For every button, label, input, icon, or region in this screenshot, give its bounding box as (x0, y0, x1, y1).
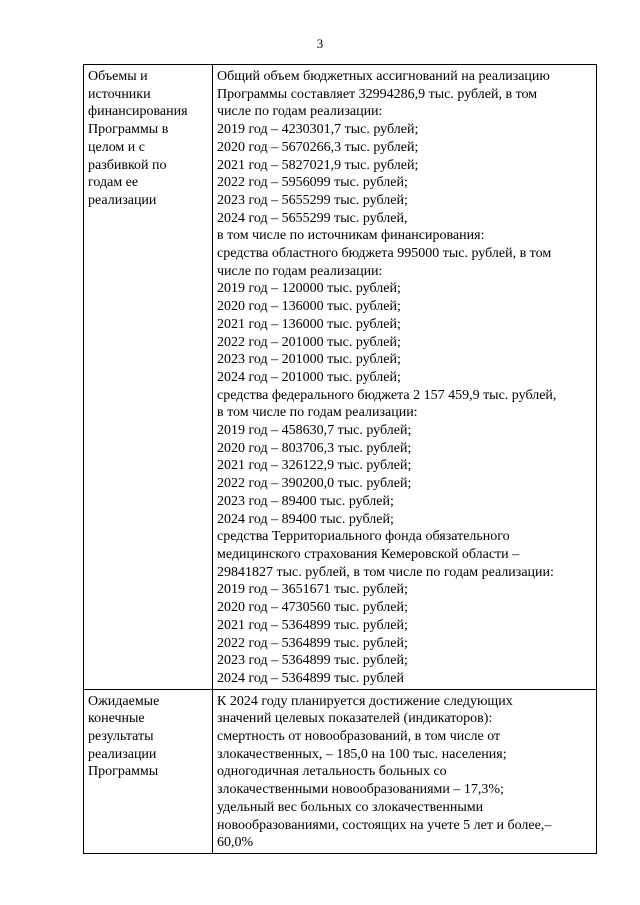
content-line: 2024 год – 89400 тыс. рублей; (217, 511, 394, 527)
content-line: 2022 год – 390200,0 тыс. рублей; (217, 476, 412, 492)
content-line: 2022 год – 5364899 тыс. рублей; (217, 635, 408, 651)
content-line: 2022 год – 5956099 тыс. рублей; (217, 175, 408, 191)
label-line: финансирования (88, 104, 188, 120)
label-line: разбивкой по (88, 157, 167, 173)
content-line: значений целевых показателей (индикаторов): (217, 711, 493, 727)
content-line: 2022 год – 201000 тыс. рублей; (217, 334, 401, 350)
content-line: в том числе по годам реализации: (217, 405, 418, 421)
content-line: 2019 год – 3651671 тыс. рублей; (217, 582, 408, 598)
table-row (84, 689, 597, 853)
row-label-cell (84, 689, 213, 853)
table-body (84, 65, 597, 854)
content-line: 2020 год – 4730560 тыс. рублей; (217, 600, 408, 616)
row-content-cell (213, 65, 597, 690)
label-line: источники (88, 86, 151, 102)
content-line: 2023 год – 5655299 тыс. рублей; (217, 192, 408, 208)
content-line: средства областного бюджета 995000 тыс. рублей, в том (217, 246, 552, 262)
content-line: 2019 год – 120000 тыс. рублей; (217, 281, 401, 297)
label-line: конечные (88, 711, 145, 727)
content-line: медицинского страхования Кемеровской области – (217, 546, 520, 562)
table-row (84, 65, 597, 690)
content-line: в том числе по источникам финансирования: (217, 228, 485, 244)
content-line: 29841827 тыс. рублей, в том числе по годам реализации: (217, 564, 554, 580)
label-line: целом и с (88, 139, 145, 155)
content-line: средства федерального бюджета 2 157 459,9 тыс. рублей, (217, 387, 557, 403)
content-line: новообразованиями, состоящих на учете 5 лет и более,– (217, 817, 552, 833)
content-line: 2020 год – 136000 тыс. рублей; (217, 299, 401, 315)
content-line: 2020 год – 803706,3 тыс. рублей; (217, 440, 412, 456)
content-line: злокачественных, – 185,0 на 100 тыс. населения; (217, 746, 507, 762)
content-line: 2019 год – 4230301,7 тыс. рублей; (217, 122, 419, 138)
content-line: числе по годам реализации: (217, 104, 383, 120)
content-line: 2023 год – 89400 тыс. рублей; (217, 493, 394, 509)
content-line: средства Территориального фонда обязательного (217, 529, 510, 545)
content-line: злокачественными новообразованиями – 17,3%; (217, 782, 504, 798)
row-content-cell (213, 689, 597, 853)
content-line: 2020 год – 5670266,3 тыс. рублей; (217, 139, 419, 155)
content-line: 2024 год – 5364899 тыс. рублей (217, 670, 404, 686)
label-line: реализации (88, 192, 157, 208)
content-line: 2024 год – 201000 тыс. рублей; (217, 369, 401, 385)
content-line: 2023 год – 201000 тыс. рублей; (217, 352, 401, 368)
row-label-cell (84, 65, 213, 690)
content-line: 2021 год – 5364899 тыс. рублей; (217, 617, 408, 633)
label-line: Программы в (88, 122, 169, 138)
program-passport-table (83, 64, 597, 854)
label-line: Объемы и (88, 69, 148, 84)
label-line: годам ее (88, 175, 139, 191)
content-line: 2023 год – 5364899 тыс. рублей; (217, 653, 408, 669)
content-line: 2021 год – 326122,9 тыс. рублей; (217, 458, 412, 474)
label-line: результаты (88, 729, 154, 745)
page-number: 3 (316, 36, 324, 51)
content-line: 60,0% (217, 835, 254, 851)
content-line: смертность от новообразований, в том числе от (217, 729, 501, 745)
label-line: Программы (88, 764, 159, 780)
content-line: К 2024 году планируется достижение следующих (217, 693, 513, 709)
content-line: Общий объем бюджетных ассигнований на реализацию (217, 69, 550, 84)
label-line: реализации (88, 746, 157, 762)
content-line: 2024 год – 5655299 тыс. рублей, (217, 210, 408, 226)
content-line: Программы составляет 32994286,9 тыс. рублей, в том (217, 86, 538, 102)
content-line: удельный вес больных со злокачественными (217, 799, 484, 815)
content-line: одногодичная летальность больных со (217, 764, 447, 780)
content-line: 2021 год – 5827021,9 тыс. рублей; (217, 157, 419, 173)
content-line: числе по годам реализации: (217, 263, 383, 279)
content-line: 2021 год – 136000 тыс. рублей; (217, 316, 401, 332)
label-line: Ожидаемые (88, 693, 160, 709)
content-line: 2019 год – 458630,7 тыс. рублей; (217, 423, 412, 439)
